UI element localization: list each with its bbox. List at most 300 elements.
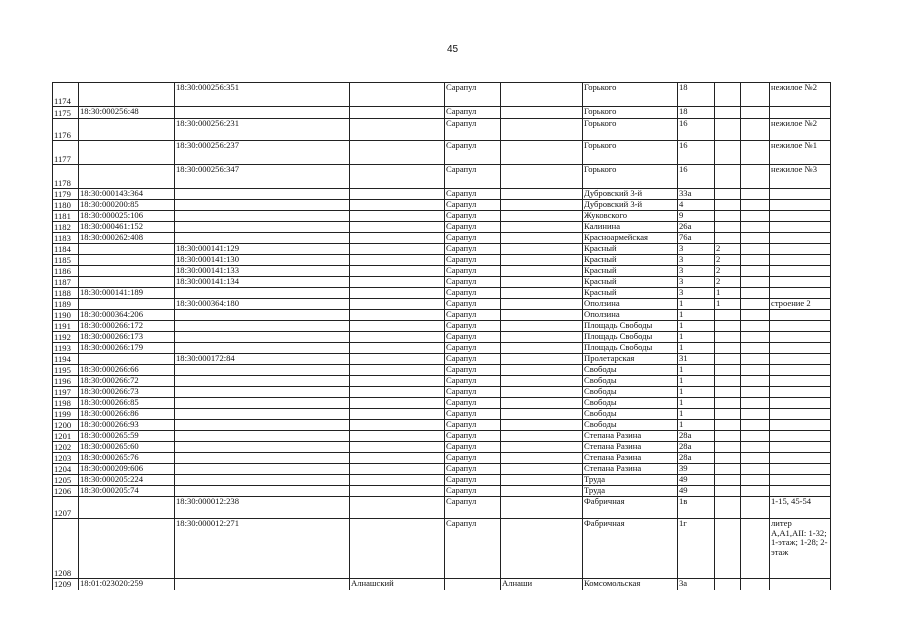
cell-building (715, 579, 741, 590)
cell-object-cadastral (175, 475, 350, 486)
cell-street: Красный (583, 244, 678, 255)
cell-building (715, 211, 741, 222)
cell-number: 1209 (53, 579, 79, 590)
cell-building (715, 365, 741, 376)
cell-number: 1174 (53, 83, 79, 107)
cell-land-cadastral: 18:30:000141:189 (79, 288, 175, 299)
cell-street: Труда (583, 486, 678, 497)
cell-premises (770, 464, 831, 475)
cell-district (350, 519, 445, 579)
cell-building (715, 83, 741, 107)
cell-number: 1208 (53, 519, 79, 579)
cell-number: 1203 (53, 453, 79, 464)
cell-structure (741, 299, 770, 310)
cell-street: Комсомольская (583, 579, 678, 590)
cell-house: 28а (678, 431, 715, 442)
cell-structure (741, 579, 770, 590)
cell-structure (741, 376, 770, 387)
cell-city: Сарапул (445, 165, 501, 189)
cell-street: Горького (583, 119, 678, 141)
cell-number: 1193 (53, 343, 79, 354)
cell-object-cadastral (175, 486, 350, 497)
cell-number: 1188 (53, 288, 79, 299)
cell-settlement (501, 431, 583, 442)
cell-city: Сарапул (445, 107, 501, 119)
cell-house: 49 (678, 486, 715, 497)
cell-settlement (501, 310, 583, 321)
cell-structure (741, 200, 770, 211)
table-row (53, 211, 831, 222)
cell-building: 1 (715, 288, 741, 299)
cell-premises: строение 2 (770, 299, 831, 310)
table-row (53, 244, 831, 255)
cell-district (350, 321, 445, 332)
cell-number: 1199 (53, 409, 79, 420)
cell-street: Свободы (583, 409, 678, 420)
cell-street: Свободы (583, 387, 678, 398)
cell-number: 1191 (53, 321, 79, 332)
cell-settlement (501, 420, 583, 431)
cell-district (350, 486, 445, 497)
cell-house: 1в (678, 497, 715, 519)
cell-building: 2 (715, 277, 741, 288)
cell-structure (741, 420, 770, 431)
cell-city: Сарапул (445, 233, 501, 244)
cell-street: Степана Разина (583, 453, 678, 464)
cell-house: 39 (678, 464, 715, 475)
cell-street: Красный (583, 277, 678, 288)
cell-land-cadastral: 18:30:000364:206 (79, 310, 175, 321)
cell-structure (741, 387, 770, 398)
table-row (53, 343, 831, 354)
cell-premises (770, 376, 831, 387)
cell-land-cadastral: 18:30:000266:86 (79, 409, 175, 420)
table-row (53, 299, 831, 310)
cell-settlement (501, 475, 583, 486)
cell-premises (770, 354, 831, 365)
cell-house: 76а (678, 233, 715, 244)
cell-structure (741, 288, 770, 299)
cell-number: 1198 (53, 398, 79, 409)
cell-house: 16 (678, 141, 715, 165)
cell-land-cadastral (79, 119, 175, 141)
cell-number: 1194 (53, 354, 79, 365)
cell-object-cadastral: 18:30:000012:271 (175, 519, 350, 579)
cell-city: Сарапул (445, 222, 501, 233)
cell-settlement (501, 141, 583, 165)
cell-object-cadastral (175, 211, 350, 222)
cell-number: 1190 (53, 310, 79, 321)
table-row (53, 332, 831, 343)
cell-structure (741, 431, 770, 442)
cell-settlement (501, 387, 583, 398)
cell-city: Сарапул (445, 299, 501, 310)
cell-street: Пролетарская (583, 354, 678, 365)
table-row (53, 83, 831, 107)
cell-object-cadastral (175, 398, 350, 409)
cell-premises (770, 431, 831, 442)
cell-house: 1г (678, 519, 715, 579)
cell-street: Оползина (583, 310, 678, 321)
cell-number: 1182 (53, 222, 79, 233)
cell-city: Сарапул (445, 141, 501, 165)
cell-premises (770, 211, 831, 222)
cell-street: Фабричная (583, 497, 678, 519)
cell-street: Горького (583, 83, 678, 107)
cell-district (350, 343, 445, 354)
cell-object-cadastral (175, 365, 350, 376)
cell-premises (770, 420, 831, 431)
cell-street: Фабричная (583, 519, 678, 579)
cell-premises: 1-15, 45-54 (770, 497, 831, 519)
cell-building (715, 354, 741, 365)
cell-land-cadastral: 18:30:000205:224 (79, 475, 175, 486)
cell-district (350, 431, 445, 442)
cell-district (350, 409, 445, 420)
cell-building (715, 200, 741, 211)
cell-land-cadastral: 18:30:000265:60 (79, 442, 175, 453)
cell-object-cadastral (175, 431, 350, 442)
cell-house: 26а (678, 222, 715, 233)
registry-body (53, 83, 831, 590)
cell-house: 4 (678, 200, 715, 211)
table-row (53, 310, 831, 321)
cell-structure (741, 475, 770, 486)
cell-premises (770, 365, 831, 376)
cell-city: Сарапул (445, 486, 501, 497)
cell-district (350, 255, 445, 266)
cell-land-cadastral: 18:30:000205:74 (79, 486, 175, 497)
cell-land-cadastral: 18:30:000256:48 (79, 107, 175, 119)
cell-house: 28а (678, 453, 715, 464)
cell-object-cadastral (175, 343, 350, 354)
cell-city: Сарапул (445, 387, 501, 398)
cell-number: 1192 (53, 332, 79, 343)
cell-street: Горького (583, 141, 678, 165)
cell-premises (770, 486, 831, 497)
cell-land-cadastral: 18:30:000143:364 (79, 189, 175, 200)
cell-premises (770, 387, 831, 398)
table-row (53, 387, 831, 398)
cell-object-cadastral: 18:30:000141:129 (175, 244, 350, 255)
cell-settlement (501, 233, 583, 244)
cell-structure (741, 354, 770, 365)
cell-building (715, 189, 741, 200)
cell-city: Сарапул (445, 354, 501, 365)
cell-district (350, 119, 445, 141)
cell-object-cadastral (175, 387, 350, 398)
table-row (53, 475, 831, 486)
cell-land-cadastral (79, 497, 175, 519)
cell-object-cadastral (175, 464, 350, 475)
table-row (53, 222, 831, 233)
cell-number: 1186 (53, 266, 79, 277)
cell-settlement (501, 464, 583, 475)
cell-structure (741, 189, 770, 200)
cell-district (350, 288, 445, 299)
cell-premises (770, 255, 831, 266)
cell-premises (770, 332, 831, 343)
cell-settlement (501, 497, 583, 519)
cell-house: 3 (678, 255, 715, 266)
cell-object-cadastral (175, 200, 350, 211)
cell-land-cadastral (79, 266, 175, 277)
cell-city: Сарапул (445, 83, 501, 107)
cell-premises (770, 475, 831, 486)
table-row (53, 119, 831, 141)
cell-street: Свободы (583, 365, 678, 376)
cell-street: Степана Разина (583, 431, 678, 442)
cell-house: 1 (678, 409, 715, 420)
cell-number: 1175 (53, 107, 79, 119)
cell-city: Сарапул (445, 464, 501, 475)
cell-house: 3 (678, 266, 715, 277)
cell-structure (741, 266, 770, 277)
cell-house: 1 (678, 299, 715, 310)
cell-city: Сарапул (445, 277, 501, 288)
cell-district (350, 200, 445, 211)
cell-structure (741, 222, 770, 233)
cell-city: Сарапул (445, 288, 501, 299)
cell-building (715, 165, 741, 189)
cell-object-cadastral: 18:30:000172:84 (175, 354, 350, 365)
table-row (53, 519, 831, 579)
cell-building (715, 453, 741, 464)
cell-premises: нежилое №2 (770, 83, 831, 107)
table-row (53, 354, 831, 365)
cell-land-cadastral (79, 141, 175, 165)
cell-land-cadastral: 18:30:000262:408 (79, 233, 175, 244)
cell-structure (741, 519, 770, 579)
cell-city: Сарапул (445, 420, 501, 431)
cell-object-cadastral (175, 288, 350, 299)
cell-settlement (501, 288, 583, 299)
cell-city: Сарапул (445, 310, 501, 321)
cell-land-cadastral: 18:30:000266:172 (79, 321, 175, 332)
cell-number: 1176 (53, 119, 79, 141)
cell-city: Сарапул (445, 343, 501, 354)
cell-land-cadastral: 18:30:000265:59 (79, 431, 175, 442)
cell-land-cadastral: 18:30:000266:72 (79, 376, 175, 387)
cell-district (350, 453, 445, 464)
cell-number: 1197 (53, 387, 79, 398)
cell-city: Сарапул (445, 431, 501, 442)
cell-street: Площадь Свободы (583, 332, 678, 343)
cell-structure (741, 141, 770, 165)
cell-object-cadastral: 18:30:000256:347 (175, 165, 350, 189)
cell-city: Сарапул (445, 519, 501, 579)
cell-district (350, 398, 445, 409)
cell-object-cadastral (175, 579, 350, 590)
cell-house: 1 (678, 310, 715, 321)
cell-house: 1 (678, 321, 715, 332)
cell-house: 16 (678, 119, 715, 141)
table-row (53, 141, 831, 165)
table-row (53, 579, 831, 590)
cell-building (715, 141, 741, 165)
cell-street: Свободы (583, 398, 678, 409)
cell-settlement (501, 519, 583, 579)
cell-structure (741, 332, 770, 343)
cell-object-cadastral: 18:30:000256:231 (175, 119, 350, 141)
cell-district (350, 141, 445, 165)
cell-house: 3а (678, 579, 715, 590)
cell-structure (741, 277, 770, 288)
cell-settlement (501, 211, 583, 222)
table-row (53, 233, 831, 244)
cell-district (350, 387, 445, 398)
cell-house: 3 (678, 288, 715, 299)
cell-house: 3 (678, 277, 715, 288)
cell-object-cadastral (175, 189, 350, 200)
cell-premises (770, 398, 831, 409)
cell-settlement (501, 266, 583, 277)
cell-house: 1 (678, 343, 715, 354)
cell-object-cadastral: 18:30:000141:134 (175, 277, 350, 288)
table-row (53, 409, 831, 420)
cell-land-cadastral: 18:30:000200:85 (79, 200, 175, 211)
cell-city: Сарапул (445, 409, 501, 420)
cell-building (715, 107, 741, 119)
cell-street: Свободы (583, 376, 678, 387)
table-row (53, 266, 831, 277)
cell-house: 28а (678, 442, 715, 453)
cell-object-cadastral (175, 442, 350, 453)
cell-premises (770, 266, 831, 277)
cell-city: Сарапул (445, 332, 501, 343)
cell-settlement (501, 486, 583, 497)
cell-district (350, 277, 445, 288)
cell-land-cadastral: 18:30:000025:106 (79, 211, 175, 222)
cell-district (350, 244, 445, 255)
cell-street: Оползина (583, 299, 678, 310)
cell-premises (770, 453, 831, 464)
cell-premises (770, 442, 831, 453)
cell-number: 1200 (53, 420, 79, 431)
cell-building (715, 442, 741, 453)
cell-city: Сарапул (445, 266, 501, 277)
cell-settlement (501, 165, 583, 189)
cell-structure (741, 486, 770, 497)
table-row (53, 321, 831, 332)
cell-district (350, 233, 445, 244)
cell-street: Красный (583, 266, 678, 277)
cell-structure (741, 244, 770, 255)
cell-city: Сарапул (445, 321, 501, 332)
cell-city: Сарапул (445, 398, 501, 409)
cell-building: 2 (715, 244, 741, 255)
cell-district (350, 211, 445, 222)
cell-street: Свободы (583, 420, 678, 431)
cell-premises (770, 222, 831, 233)
cell-city: Сарапул (445, 255, 501, 266)
cell-street: Красный (583, 288, 678, 299)
cell-settlement (501, 354, 583, 365)
cell-object-cadastral (175, 321, 350, 332)
cell-object-cadastral (175, 222, 350, 233)
cell-district (350, 83, 445, 107)
cell-house: 1 (678, 365, 715, 376)
cell-number: 1189 (53, 299, 79, 310)
cell-district (350, 107, 445, 119)
cell-structure (741, 398, 770, 409)
cell-district (350, 497, 445, 519)
cell-structure (741, 255, 770, 266)
cell-building (715, 222, 741, 233)
cell-building: 1 (715, 299, 741, 310)
table-row (53, 431, 831, 442)
cell-city: Сарапул (445, 119, 501, 141)
cell-city: Сарапул (445, 453, 501, 464)
cell-object-cadastral: 18:30:000256:351 (175, 83, 350, 107)
cell-building (715, 376, 741, 387)
cell-premises (770, 200, 831, 211)
cell-street: Труда (583, 475, 678, 486)
cell-building (715, 431, 741, 442)
cell-premises (770, 277, 831, 288)
cell-settlement (501, 255, 583, 266)
cell-settlement (501, 365, 583, 376)
cell-structure (741, 310, 770, 321)
table-row (53, 442, 831, 453)
cell-structure (741, 119, 770, 141)
cell-district (350, 222, 445, 233)
table-row (53, 288, 831, 299)
cell-settlement (501, 376, 583, 387)
cell-premises (770, 244, 831, 255)
cell-land-cadastral (79, 244, 175, 255)
cell-street: Красный (583, 255, 678, 266)
cell-building: 2 (715, 266, 741, 277)
cell-structure (741, 321, 770, 332)
cell-street: Степана Разина (583, 464, 678, 475)
cell-structure (741, 365, 770, 376)
cell-city: Сарапул (445, 365, 501, 376)
cell-structure (741, 83, 770, 107)
cell-street: Дубровский 3-й (583, 189, 678, 200)
cell-district (350, 376, 445, 387)
table-row (53, 453, 831, 464)
cell-object-cadastral (175, 376, 350, 387)
cell-number: 1204 (53, 464, 79, 475)
cell-land-cadastral (79, 299, 175, 310)
cell-house: 1 (678, 332, 715, 343)
cell-number: 1185 (53, 255, 79, 266)
table-row (53, 464, 831, 475)
cell-number: 1207 (53, 497, 79, 519)
cell-city: Сарапул (445, 244, 501, 255)
cell-structure (741, 497, 770, 519)
cell-street: Дубровский 3-й (583, 200, 678, 211)
cell-house: 49 (678, 475, 715, 486)
cell-district (350, 475, 445, 486)
cell-premises: нежилое №2 (770, 119, 831, 141)
cell-street: Площадь Свободы (583, 343, 678, 354)
cell-object-cadastral: 18:30:000141:130 (175, 255, 350, 266)
cell-object-cadastral (175, 453, 350, 464)
cell-object-cadastral: 18:30:000141:133 (175, 266, 350, 277)
registry-table (52, 82, 831, 590)
cell-district (350, 464, 445, 475)
cell-building (715, 343, 741, 354)
cell-city: Сарапул (445, 189, 501, 200)
cell-district (350, 442, 445, 453)
cell-building (715, 409, 741, 420)
cell-city (445, 579, 501, 590)
cell-number: 1178 (53, 165, 79, 189)
cell-street: Площадь Свободы (583, 321, 678, 332)
cell-building (715, 398, 741, 409)
